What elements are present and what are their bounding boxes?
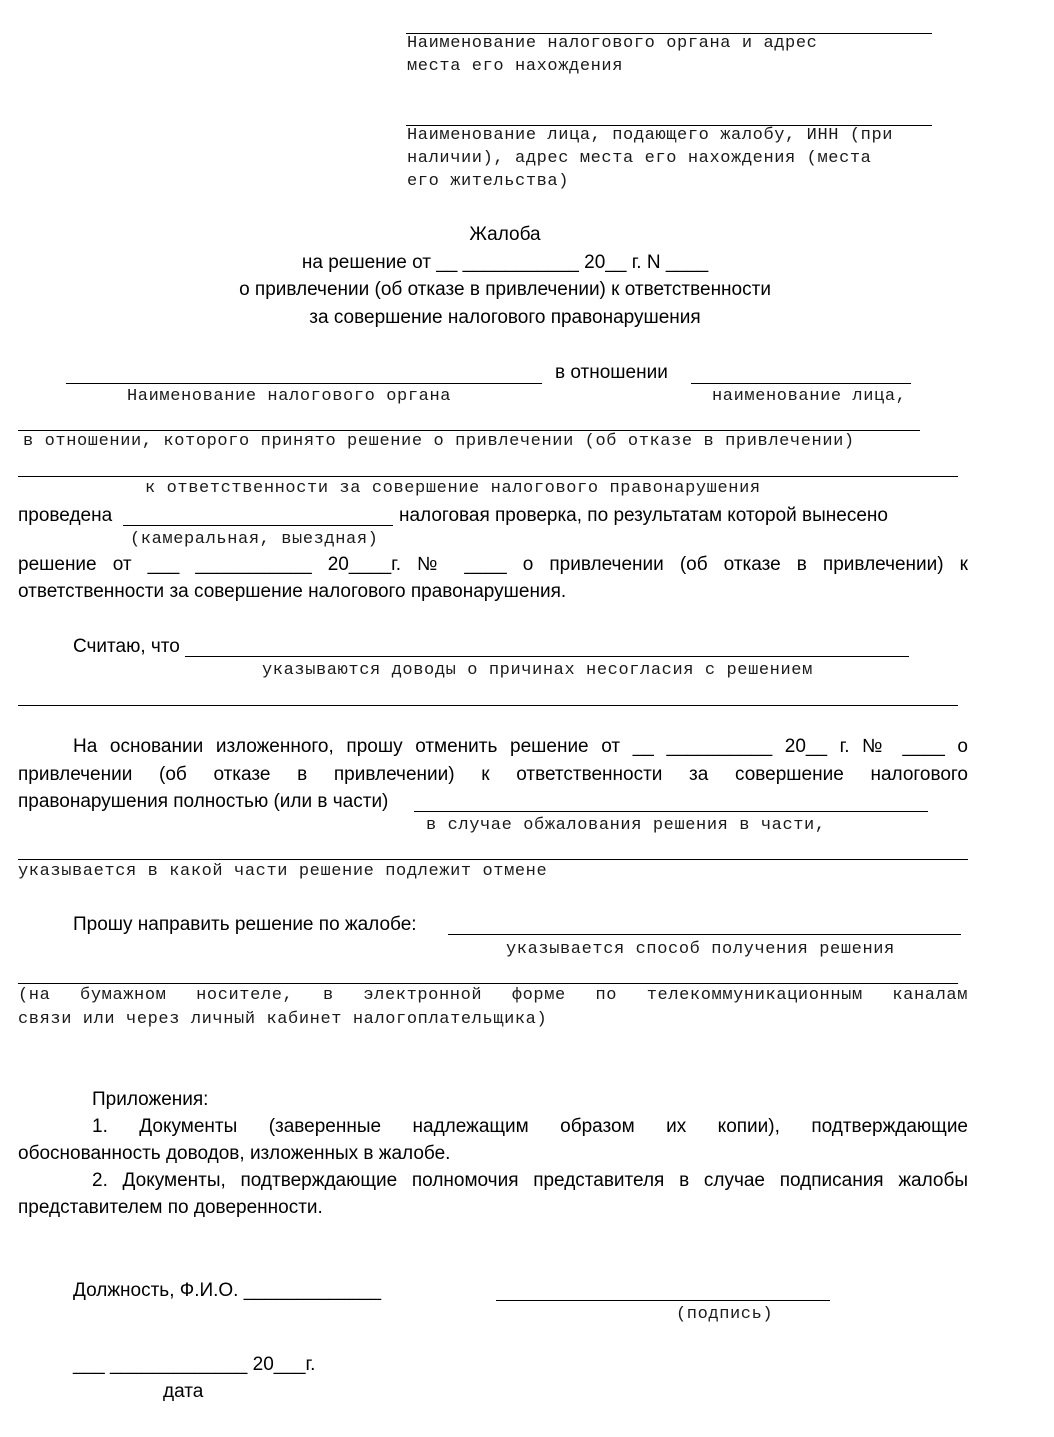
date-hint: дата xyxy=(163,1381,204,1402)
methods-hint-line1: (на бумажном носителе, в электронной форме по телекоммуникационным каналам xyxy=(18,986,968,1005)
tax-authority-hint-line2: места его нахождения xyxy=(407,57,624,76)
position-name-label: Должность, Ф.И.О. _____________ xyxy=(73,1280,382,1301)
attachment-item1-line2: обоснованность доводов, изложенных в жалобе. xyxy=(18,1143,451,1164)
person-name-line xyxy=(691,383,911,384)
signature-hint: (подпись) xyxy=(676,1305,774,1324)
receive-method-continuation-line xyxy=(18,983,958,984)
title-line1: на решение от __ ___________ 20__ г. N ____ xyxy=(301,252,709,273)
signature-line xyxy=(496,1300,830,1301)
tax-authority-name-hint: Наименование налогового органа xyxy=(127,387,452,406)
decision-line1: решение от ___ ___________ 20____г. № ____ о привлечении (об отказе в привлечении) к xyxy=(18,554,968,575)
liability-line xyxy=(18,476,958,477)
conducted-prefix: проведена xyxy=(18,505,113,526)
applicant-hint-line1: Наименование лица, подающего жалобу, ИНН (при xyxy=(407,126,894,145)
arguments-continuation-line xyxy=(18,705,958,706)
send-prefix: Прошу направить решение по жалобе: xyxy=(73,914,417,935)
methods-hint-line2: связи или через личный кабинет налогоплательщика) xyxy=(18,1010,548,1029)
tax-authority-name-line xyxy=(66,383,542,384)
receive-method-hint: указывается способ получения решения xyxy=(506,940,895,959)
attachment-item1-line1: 1. Документы (заверенные надлежащим образом их копии), подтверждающие xyxy=(92,1116,968,1137)
title-line2: о привлечении (об отказе в привлечении) к ответственности xyxy=(239,279,771,300)
regarding-whom-hint: в отношении, которого принято решение о привлечении (об отказе в привлечении) xyxy=(23,432,855,451)
decision-line2: ответственности за совершение налогового правонарушения. xyxy=(18,581,567,602)
audit-type-hint: (камеральная, выездная) xyxy=(130,530,379,549)
request-line3: правонарушения полностью (или в части) xyxy=(18,791,389,812)
attachment-item2-line1: 2. Документы, подтверждающие полномочия представителя в случае подписания жалобы xyxy=(92,1170,968,1191)
request-line2: привлечении (об отказе в привлечении) к ответственности за совершение налогового xyxy=(18,764,968,785)
believe-line xyxy=(185,656,909,657)
attachments-heading: Приложения: xyxy=(92,1089,209,1110)
receive-method-line xyxy=(448,934,961,935)
applicant-hint-line2: наличии), адрес места его нахождения (места xyxy=(407,149,872,168)
regarding-label: в отношении xyxy=(555,362,668,383)
liability-hint: к ответственности за совершение налогового правонарушения xyxy=(145,479,761,498)
tax-authority-hint-line1: Наименование налогового органа и адрес xyxy=(407,34,818,53)
applicant-hint-line3: его жительства) xyxy=(407,172,570,191)
believe-prefix: Считаю, что xyxy=(73,636,180,657)
audit-type-line xyxy=(123,525,393,526)
partial-part-line xyxy=(414,811,928,812)
request-line1: На основании изложенного, прошу отменить решение от __ __________ 20__ г. № ____ о xyxy=(73,736,968,757)
person-name-hint: наименование лица, xyxy=(712,387,907,406)
which-part-line xyxy=(18,859,968,860)
title-line3: за совершение налогового правонарушения xyxy=(309,307,701,328)
regarding-whom-line xyxy=(18,430,920,431)
date-line: ___ _____________ 20___г. xyxy=(73,1354,316,1375)
conducted-suffix: налоговая проверка, по результатам которой вынесено xyxy=(399,505,888,526)
attachment-item2-line2: представителем по доверенности. xyxy=(18,1197,323,1218)
which-part-hint: указывается в какой части решение подлежит отмене xyxy=(18,862,548,881)
document-title: Жалоба xyxy=(469,224,541,245)
partial-hint: в случае обжалования решения в части, xyxy=(426,816,826,835)
arguments-hint: указываются доводы о причинах несогласия с решением xyxy=(262,661,813,680)
